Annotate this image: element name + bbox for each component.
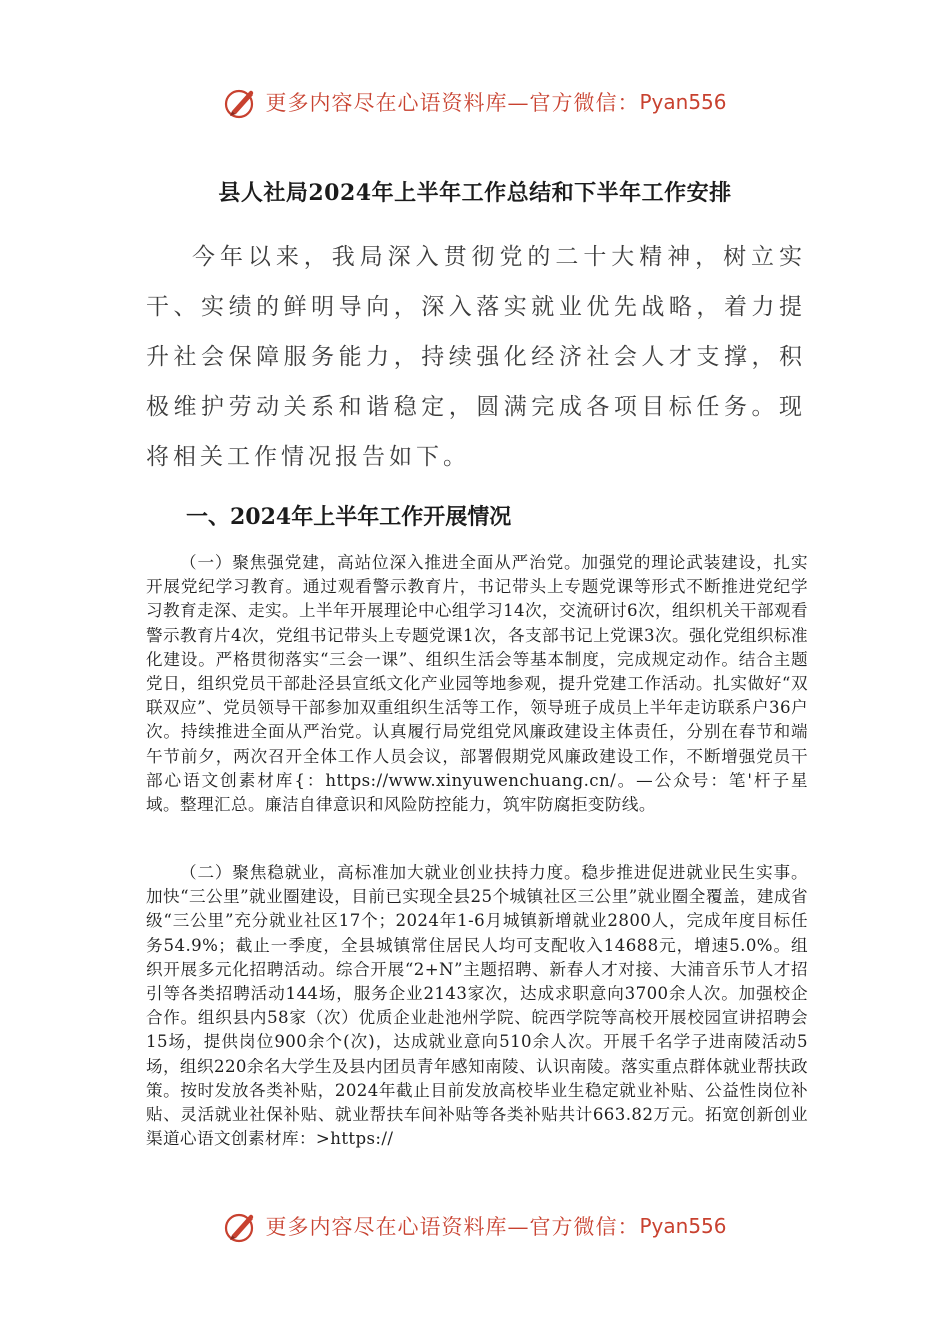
pen-circle-logo-icon [223, 1208, 259, 1244]
body-paragraph-employment: （二）聚焦稳就业，高标准加大就业创业扶持力度。稳步推进促进就业民生实事。加快“三公里”就业圈建设，目前已实现全县25个城镇社区三公里”就业圈全覆盖，建成省级“三公里”充分就业社区17个；2024年1-6月城镇新增就业2800人，完成年度目标任务54.9%；截止一季度，全县城镇常住居民人均可支配收入14688元，增速5.0%。组织开展多元化招聘活动。综合开展“2+N”主题招聘、新春人才对接、大浦音乐节人才招引等各类招聘活动144场，服务企业2143家次，达成求职意向3700余人次。加强校企合作。组织县内58家（次）优质企业赴池州学院、皖西学院等高校开展校园宣讲招聘会15场，提供岗位900余个(次)，达成就业意向510余人次。开展千名学子进南陵活动5场，组织220余名大学生及县内团员青年感知南陵、认识南陵。落实重点群体就业帮扶政策。按时发放各类补贴，2024年截止目前发放高校毕业生稳定就业补贴、公益性岗位补贴、灵活就业社保补贴、就业帮扶车间补贴等各类补贴共计663.82万元。拓宽创新创业渠道心语文创素材库：>https:// [146, 863, 808, 1149]
pen-circle-logo-icon [223, 84, 259, 120]
watermark-text: 更多内容尽在心语资料库—官方微信： [265, 1215, 640, 1239]
intro-paragraph: 今年以来，我局深入贯彻党的二十大精神，树立实干、实绩的鲜明导向，深入落实就业优先战略，着力提升社会保障服务能力，持续强化经济社会人才支撑，积极维护劳动关系和谐稳定，圆满完成各项目标任务。现将相关工作情况报告如下。 [146, 244, 806, 470]
watermark-banner-bottom [0, 1204, 950, 1248]
section-heading: 一、2024年上半年工作开展情况 [186, 504, 512, 530]
watermark-banner-top [0, 80, 950, 124]
watermark-text: 更多内容尽在心语资料库—官方微信： [265, 91, 640, 115]
document-title: 县人社局2024年上半年工作总结和下半年工作安排 [218, 180, 732, 206]
watermark-wechat-id: Pyan556 [639, 1214, 727, 1238]
body-paragraph-party-building: （一）聚焦强党建，高站位深入推进全面从严治党。加强党的理论武装建设，扎实开展党纪学习教育。通过观看警示教育片，书记带头上专题党课等形式不断推进党纪学习教育走深、走实。上半年开展理论中心组学习14次，交流研讨6次，组织机关干部观看警示教育片4次，党组书记带头上专题党课1次，各支部书记上党课3次。强化党组织标准化建设。严格贯彻落实“三会一课”、组织生活会等基本制度，完成规定动作。结合主题党日，组织党员干部赴泾县宣纸文化产业园等地参观，提升党建工作活动。扎实做好“双联双应”、党员领导干部参加双重组织生活等工作，领导班子成员上半年走访联系户36户次。持续推进全面从严治党。认真履行局党组党风廉政建设主体责任，分别在春节和端午节前夕，两次召开全体工作人员会议，部署假期党风廉政建设工作，不断增强党员干部心语文创素材库{：https://www.xinyuwenchuang.cn/。—公众号：笔'杆子星域。整理汇总。廉洁自律意识和风险防控能力，筑牢防腐拒变防线。 [146, 553, 808, 815]
watermark-wechat-id: Pyan556 [639, 90, 727, 114]
